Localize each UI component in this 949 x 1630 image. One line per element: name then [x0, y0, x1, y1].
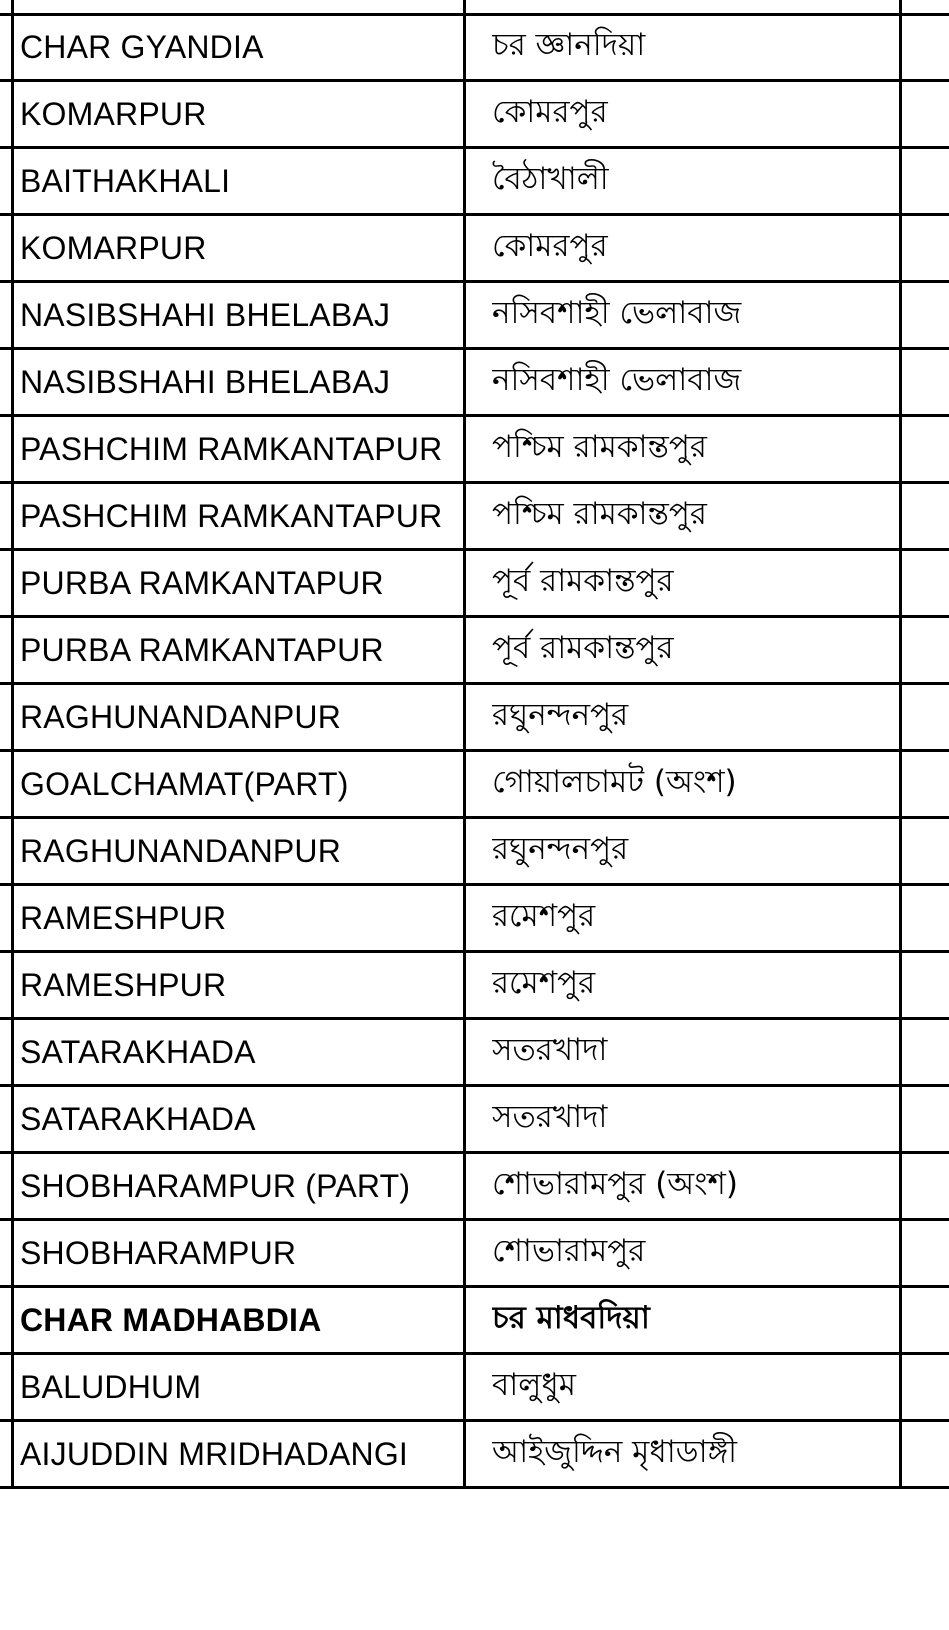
village-name-english: KOMARPUR: [20, 229, 207, 266]
village-name-bengali: বৈঠাখালী: [492, 161, 609, 197]
village-name-english: NASIBSHAHI BHELABAJ: [20, 296, 391, 333]
village-name-bengali: নসিবশাহী ভেলাবাজ: [492, 362, 742, 398]
table-row: [0, 1020, 949, 1087]
village-name-bengali: কোমরপুর: [492, 94, 608, 130]
village-name-english: RAMESHPUR: [20, 899, 227, 936]
table-row: [0, 1087, 949, 1154]
table-row: [0, 1288, 949, 1355]
village-name-english: BALUDHUM: [20, 1368, 202, 1405]
village-name-english: CHAR GYANDIA: [20, 28, 264, 65]
village-name-bengali: পশ্চিম রামকান্তপুর: [492, 429, 707, 465]
column-divider-left: [11, 216, 14, 280]
table-row: [0, 15, 949, 82]
column-divider-left: [11, 618, 14, 682]
village-name-bengali: চর মাধবদিয়া: [492, 1300, 650, 1336]
village-name-bengali: সতরখাদা: [492, 1032, 608, 1068]
column-divider-left: [11, 685, 14, 749]
village-name-bengali: কোমরপুর: [492, 228, 608, 264]
village-name-bengali: রমেশপুর: [492, 965, 596, 1001]
table-row: [0, 149, 949, 216]
table-row: [0, 82, 949, 149]
table-row: [0, 819, 949, 886]
column-divider-left: [11, 1087, 14, 1151]
village-name-bengali: শোভারামপুর (অংশ): [492, 1166, 738, 1202]
village-name-bengali: রঘুনন্দনপুর: [492, 697, 629, 733]
column-divider-left: [11, 149, 14, 213]
table-row: [0, 216, 949, 283]
village-name-english: SHOBHARAMPUR (PART): [20, 1167, 411, 1204]
column-divider-left: [11, 1355, 14, 1419]
column-divider-left: [11, 0, 14, 14]
column-divider-left: [11, 1422, 14, 1486]
village-name-english: PASHCHIM RAMKANTAPUR: [20, 430, 443, 467]
village-name-bengali: শোভারামপুর: [492, 1233, 646, 1269]
table-row: [0, 350, 949, 417]
village-name-english: RAMESHPUR: [20, 966, 227, 1003]
village-name-bengali: রমেশপুর: [492, 898, 596, 934]
column-divider-left: [11, 82, 14, 146]
table-row: [0, 685, 949, 752]
column-divider-left: [11, 283, 14, 347]
village-name-bengali: পূর্ব রামকান্তপুর: [492, 563, 674, 599]
table-row: [0, 953, 949, 1020]
column-divider-left: [11, 1020, 14, 1084]
column-divider-right: [899, 0, 902, 14]
table-row: [0, 417, 949, 484]
village-name-english: PURBA RAMKANTAPUR: [20, 564, 384, 601]
village-name-bengali: বালুধুম: [492, 1367, 576, 1403]
village-name-bengali: আইজুদ্দিন মৃধাডাঙ্গী: [492, 1434, 737, 1470]
table-row: [0, 551, 949, 618]
village-name-english: RAGHUNANDANPUR: [20, 832, 342, 869]
column-divider-left: [11, 953, 14, 1017]
village-name-bengali: নসিবশাহী ভেলাবাজ: [492, 295, 742, 331]
table-row: [0, 752, 949, 819]
village-name-english: SATARAKHADA: [20, 1100, 256, 1137]
table-row: [0, 1355, 949, 1422]
column-divider-middle: [463, 0, 466, 14]
village-name-english: GOALCHAMAT(PART): [20, 765, 349, 802]
village-name-bengali: পশ্চিম রামকান্তপুর: [492, 496, 707, 532]
column-divider-left: [11, 752, 14, 816]
village-name-bengali: পূর্ব রামকান্তপুর: [492, 630, 674, 666]
village-name-bengali: চর জ্ঞানদিয়া: [492, 27, 646, 63]
table-row: [0, 1422, 949, 1489]
column-divider-left: [11, 484, 14, 548]
table-row: [0, 886, 949, 953]
column-divider-left: [11, 15, 14, 79]
village-name-english: SHOBHARAMPUR: [20, 1234, 297, 1271]
table-row: [0, 484, 949, 551]
table-row: [0, 618, 949, 685]
village-name-english: NASIBSHAHI BHELABAJ: [20, 363, 391, 400]
village-name-bengali: গোয়ালচামট (অংশ): [492, 764, 737, 800]
column-divider-left: [11, 350, 14, 414]
village-name-english: BAITHAKHALI: [20, 162, 231, 199]
table-row: [0, 283, 949, 350]
column-divider-left: [11, 417, 14, 481]
village-name-english: PURBA RAMKANTAPUR: [20, 631, 384, 668]
table-row: [0, 1221, 949, 1288]
village-name-english: SATARAKHADA: [20, 1033, 256, 1070]
table-row: [0, 1154, 949, 1221]
column-divider-left: [11, 819, 14, 883]
village-name-english: PASHCHIM RAMKANTAPUR: [20, 497, 443, 534]
village-name-english: RAGHUNANDANPUR: [20, 698, 342, 735]
column-divider-left: [11, 1288, 14, 1352]
village-name-bengali: সতরখাদা: [492, 1099, 608, 1135]
column-divider-left: [11, 551, 14, 615]
village-name-bengali: রঘুনন্দনপুর: [492, 831, 629, 867]
column-divider-left: [11, 1154, 14, 1218]
column-divider-left: [11, 886, 14, 950]
village-name-english: AIJUDDIN MRIDHADANGI: [20, 1435, 409, 1472]
village-name-english: CHAR MADHABDIA: [20, 1301, 322, 1338]
village-name-english: KOMARPUR: [20, 95, 207, 132]
column-divider-left: [11, 1221, 14, 1285]
